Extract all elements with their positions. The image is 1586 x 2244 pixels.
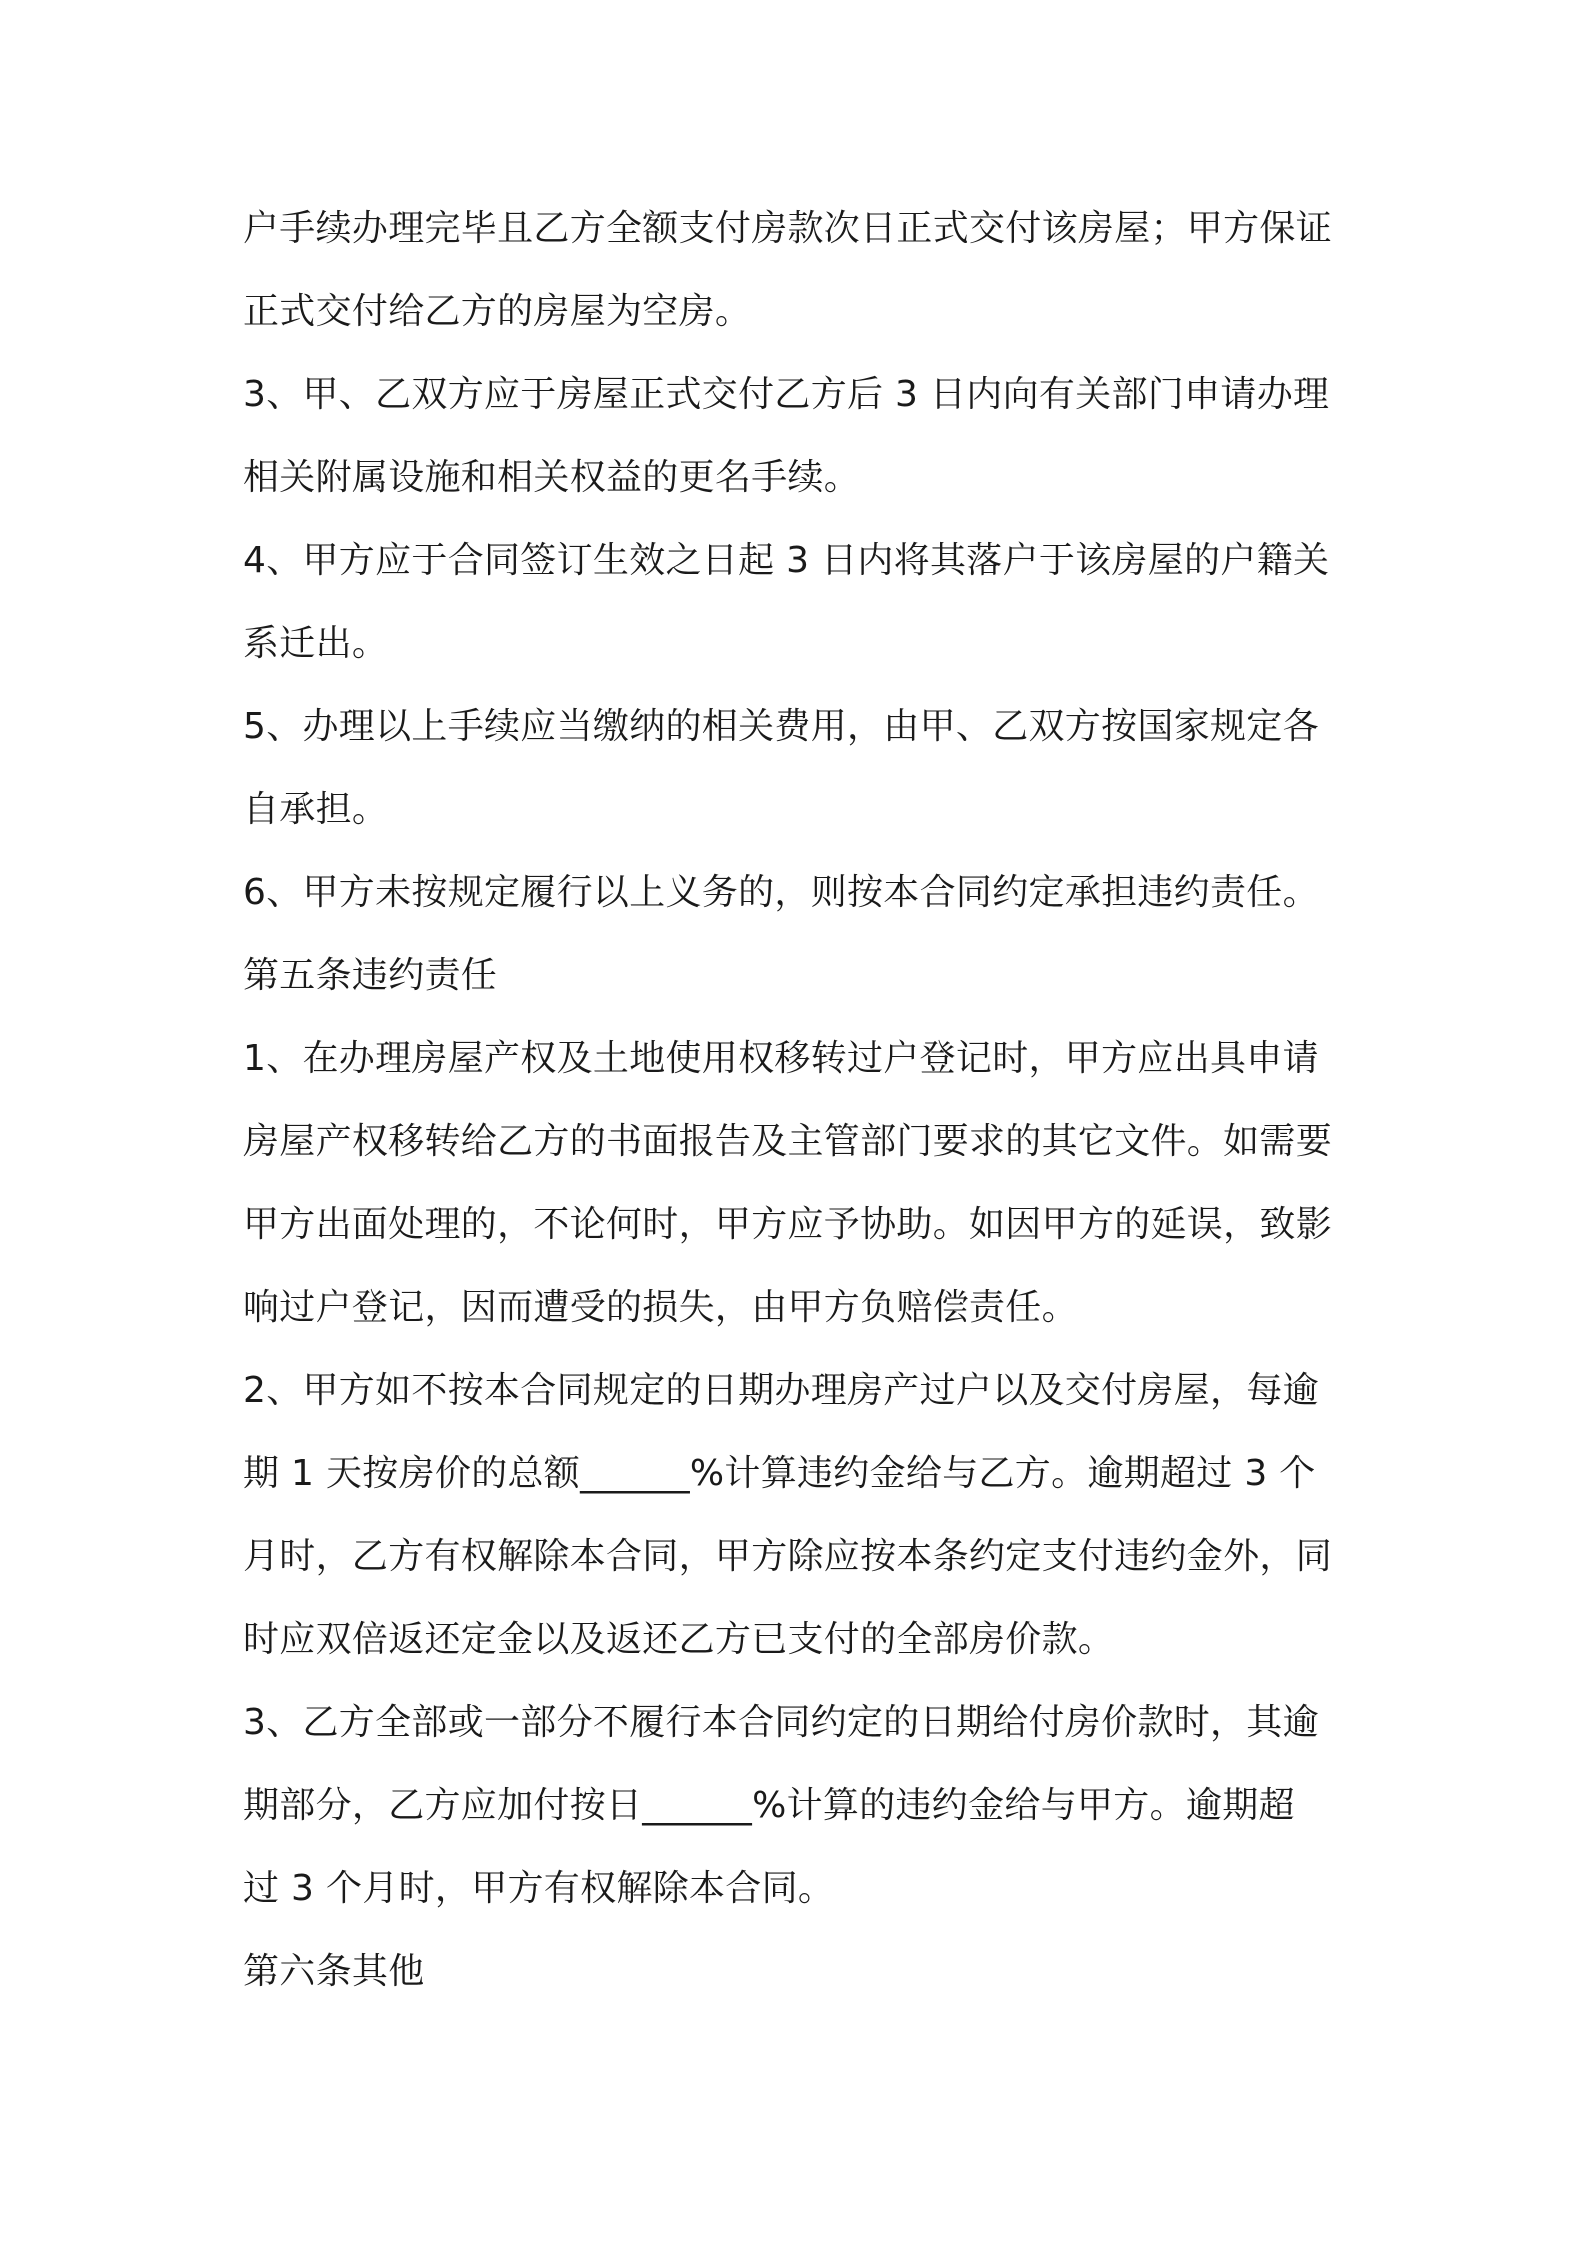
paragraph-line: 期部分，乙方应加付按日______%计算的违约金给与甲方。逾期超 <box>243 1785 1295 1826</box>
paragraph-line: 时应双倍返还定金以及返还乙方已支付的全部房价款。 <box>243 1619 1115 1660</box>
paragraph-line: 2、甲方如不按本合同规定的日期办理房产过户以及交付房屋，每逾 <box>243 1370 1319 1411</box>
paragraph-line: 3、甲、乙双方应于房屋正式交付乙方后 3 日内向有关部门申请办理 <box>243 374 1330 415</box>
paragraph-line: 自承担。 <box>243 789 389 830</box>
paragraph-line: 正式交付给乙方的房屋为空房。 <box>243 291 752 332</box>
paragraph-line: 月时，乙方有权解除本合同，甲方除应按本条约定支付违约金外，同 <box>243 1536 1333 1577</box>
paragraph-line: 房屋产权移转给乙方的书面报告及主管部门要求的其它文件。如需要 <box>243 1121 1333 1162</box>
paragraph-line: 1、在办理房屋产权及土地使用权移转过户登记时，甲方应出具申请 <box>243 1038 1319 1079</box>
paragraph-line: 系迁出。 <box>243 623 389 664</box>
section-heading: 第五条违约责任 <box>243 955 498 996</box>
paragraph-line: 3、乙方全部或一部分不履行本合同约定的日期给付房价款时，其逾 <box>243 1702 1319 1743</box>
paragraph-line: 期 1 天按房价的总额______%计算违约金给与乙方。逾期超过 3 个 <box>243 1453 1316 1494</box>
paragraph-line: 相关附属设施和相关权益的更名手续。 <box>243 457 861 498</box>
paragraph-line: 5、办理以上手续应当缴纳的相关费用，由甲、乙双方按国家规定各 <box>243 706 1319 747</box>
paragraph-line: 过 3 个月时，甲方有权解除本合同。 <box>243 1868 835 1909</box>
paragraph-line: 6、甲方未按规定履行以上义务的，则按本合同约定承担违约责任。 <box>243 872 1319 913</box>
paragraph-line: 4、甲方应于合同签订生效之日起 3 日内将其落户于该房屋的户籍关 <box>243 540 1330 581</box>
paragraph-line: 甲方出面处理的，不论何时，甲方应予协助。如因甲方的延误，致影 <box>243 1204 1333 1245</box>
paragraph-line: 响过户登记，因而遭受的损失，由甲方负赔偿责任。 <box>243 1287 1078 1328</box>
section-heading: 第六条其他 <box>243 1951 425 1992</box>
paragraph-line: 户手续办理完毕且乙方全额支付房款次日正式交付该房屋；甲方保证 <box>243 208 1333 249</box>
